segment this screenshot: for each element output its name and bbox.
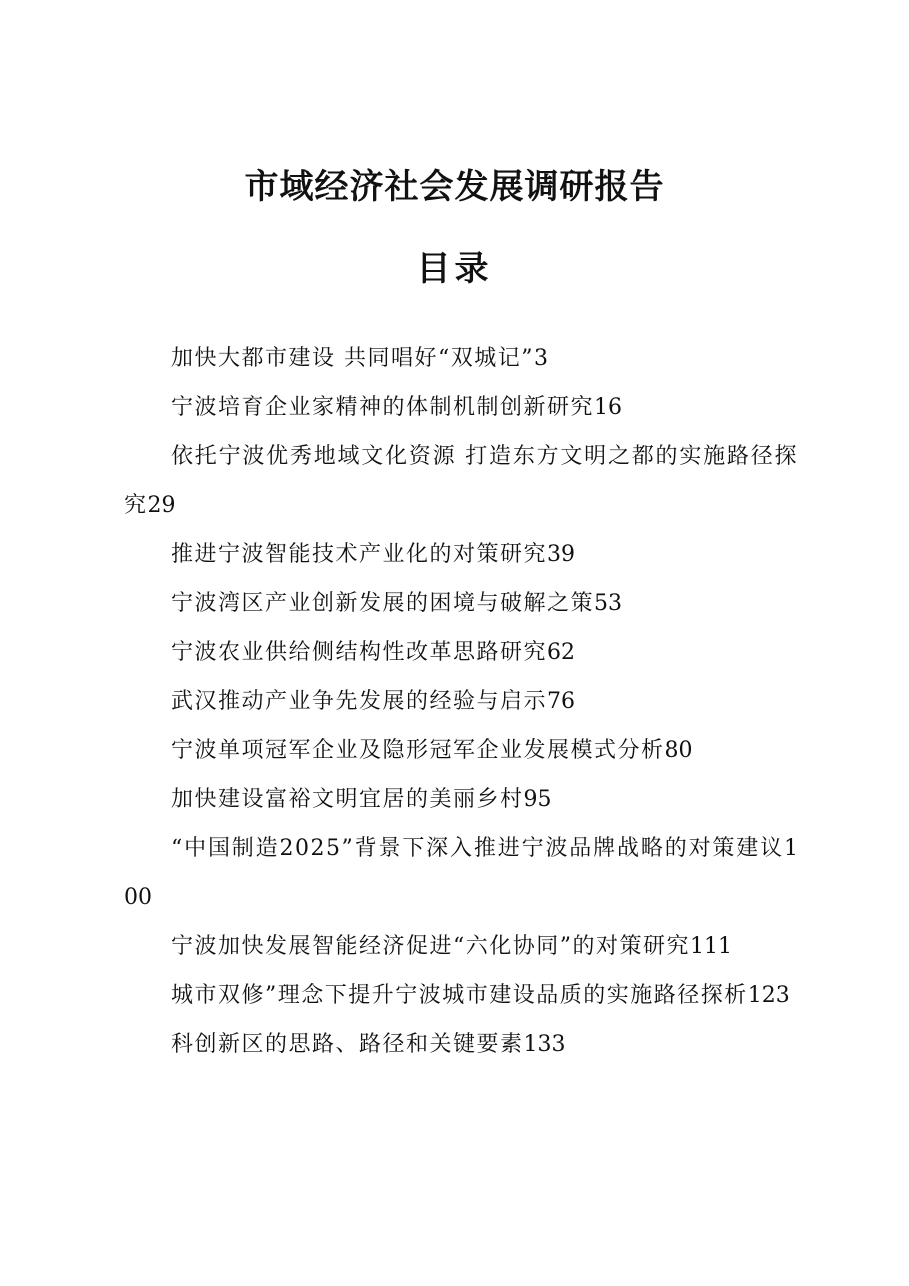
toc-entry-page: 100 — [124, 836, 798, 910]
toc-entry-page: 111 — [690, 934, 732, 959]
toc-entry[interactable] — [124, 775, 798, 824]
toc-entry-page: 95 — [523, 787, 552, 812]
document-title: 市域经济社会发展调研报告 — [244, 167, 665, 207]
toc-entry-title: 城市双修”理念下提升宁波城市建设品质的实施路径探析 — [171, 983, 748, 1008]
toc-entry-page: 80 — [664, 738, 693, 763]
toc-entry-title: 宁波培育企业家精神的体制机制创新研究 — [171, 395, 595, 420]
toc-entry-title: 加快建设富裕文明宜居的美丽乡村 — [171, 787, 524, 812]
toc-entry[interactable] — [124, 971, 798, 1020]
toc-heading: 目录 — [416, 249, 493, 289]
toc-entry-page: 39 — [547, 542, 576, 567]
toc-entry-title: 宁波单项冠军企业及隐形冠军企业发展模式分析 — [171, 738, 665, 763]
toc-entry[interactable] — [124, 383, 798, 432]
toc-entry-title: 宁波湾区产业创新发展的困境与破解之策 — [171, 591, 595, 616]
toc-entry-title: 宁波农业供给侧结构性改革思路研究 — [171, 640, 548, 665]
toc-entry-title: 依托宁波优秀地域文化资源 打造东方文明之都的实施路径探究 — [124, 444, 798, 518]
toc-entry[interactable] — [124, 677, 798, 726]
toc-entry-page: 62 — [547, 640, 576, 665]
toc-entry-title: 武汉推动产业争先发展的经验与启示 — [171, 689, 548, 714]
table-of-contents — [124, 334, 798, 1069]
toc-entry-page: 16 — [594, 395, 623, 420]
toc-entry-page: 76 — [547, 689, 576, 714]
toc-entry[interactable] — [124, 432, 798, 530]
toc-entry[interactable] — [124, 579, 798, 628]
toc-entry-title: 宁波加快发展智能经济促进“六化协同”的对策研究 — [171, 934, 690, 959]
toc-entry-page: 123 — [747, 983, 790, 1008]
toc-entry-page: 3 — [534, 346, 548, 371]
toc-entry[interactable] — [124, 334, 798, 383]
toc-entry-page: 133 — [523, 1032, 566, 1057]
toc-entry[interactable] — [124, 1020, 798, 1069]
toc-entry-title: “中国制造2025”背景下深入推进宁波品牌战略的对策建议 — [171, 836, 784, 861]
toc-entry-title: 加快大都市建设 共同唱好“双城记” — [171, 346, 534, 371]
toc-entry[interactable] — [124, 530, 798, 579]
toc-entry-page: 53 — [594, 591, 623, 616]
toc-entry[interactable] — [124, 824, 798, 922]
toc-entry[interactable] — [124, 628, 798, 677]
toc-entry-page: 29 — [147, 493, 176, 518]
toc-entry-title: 推进宁波智能技术产业化的对策研究 — [171, 542, 548, 567]
toc-entry[interactable] — [124, 726, 798, 775]
toc-entry-title: 科创新区的思路、路径和关键要素 — [171, 1032, 524, 1057]
toc-entry[interactable] — [124, 922, 798, 971]
